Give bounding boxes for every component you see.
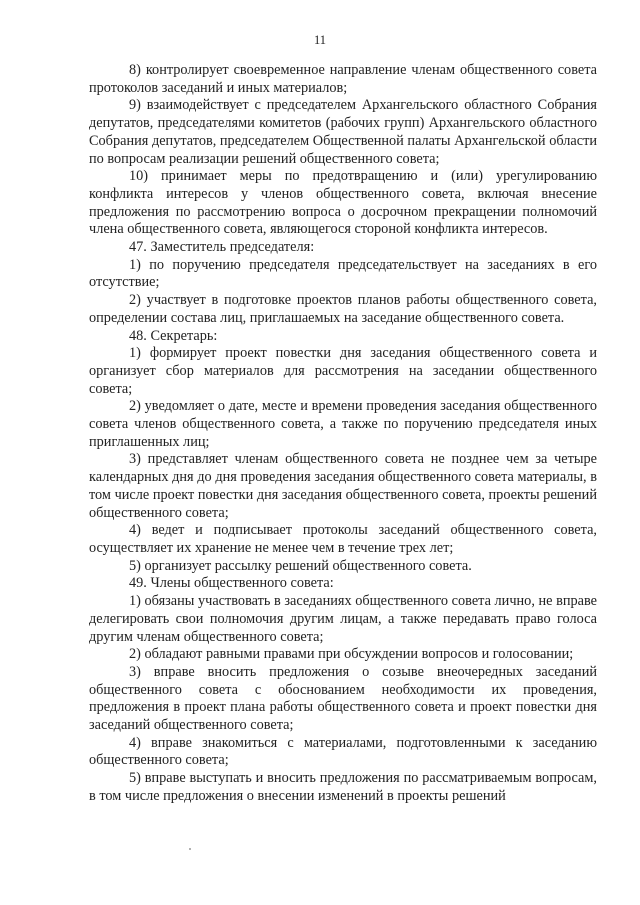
paragraph-48-2: 2) уведомляет о дате, месте и времени проведения заседания общественного совета членов общественного совета, а также по поручению председателя иных приглашенных лиц; bbox=[89, 398, 597, 450]
paragraph-48-1: 1) формирует проект повестки дня заседания общественного совета и организует сбор материалов для рассмотрения на заседании общественного совета; bbox=[89, 345, 597, 397]
page-number: 11 bbox=[313, 33, 327, 47]
section-47-heading: 47. Заместитель председателя: bbox=[129, 239, 315, 256]
paragraph-47-1: 1) по поручению председателя председательствует на заседаниях в его отсутствие; bbox=[89, 256, 597, 291]
section-48-heading: 48. Секретарь: bbox=[129, 327, 218, 344]
section-49-heading: 49. Члены общественного совета: bbox=[129, 575, 334, 592]
paragraph-49-4: 4) вправе знакомиться с материалами, подготовленными к заседанию общественного совета; bbox=[89, 734, 597, 769]
paragraph-49-5: 5) вправе выступать и вносить предложения по рассматриваемым вопросам, в том числе предложения о внесении изменений в проекты решений bbox=[89, 770, 597, 804]
paragraph-49-1: 1) обязаны участвовать в заседаниях общественного совета лично, не вправе делегировать свои полномочия другим лицам, а также передавать право голоса другим членам общественного совета; bbox=[89, 593, 597, 645]
paragraph-46-10: 10) принимает меры по предотвращению и (или) урегулированию конфликта интересов у членов общественного совета, включая внесение предложения по рассмотрению вопроса о досрочном прекращении полномочий члена общественного совета, являющегося стороной конфликта интересов. bbox=[89, 168, 597, 238]
paragraph-47-2: 2) участвует в подготовке проектов планов работы общественного совета, определении состава лиц, приглашаемых на заседание общественного совета. bbox=[89, 292, 597, 326]
paragraph-49-3: 3) вправе вносить предложения о созыве внеочередных заседаний общественного совета с обоснованием необходимости их проведения, предложения в проект плана работы общественного совета и проект повестки дня заседаний общественного совета; bbox=[89, 663, 597, 734]
scan-speck bbox=[189, 848, 191, 850]
paragraph-48-4: 4) ведет и подписывает протоколы заседаний общественного совета, осуществляет их хранение не менее чем в течение трех лет; bbox=[89, 522, 597, 556]
paragraph-46-9: 9) взаимодействует с председателем Архангельского областного Собрания депутатов, председателями комитетов (рабочих групп) Архангельского областного Собрания депутатов, председателем Общественной палаты Архангельской области по вопросам реализации решений общественного совета; bbox=[89, 97, 597, 167]
document-body bbox=[89, 62, 597, 806]
paragraph-46-8: 8) контролирует своевременное направление членам общественного совета протоколов заседаний и иных материалов; bbox=[89, 62, 597, 96]
paragraph-48-5: 5) организует рассылку решений общественного совета. bbox=[129, 557, 472, 574]
paragraph-49-2: 2) обладают равными правами при обсуждении вопросов и голосовании; bbox=[129, 646, 574, 663]
paragraph-48-3: 3) представляет членам общественного совета не позднее чем за четыре календарных дня до дня проведения заседания общественного совета материалы, в том числе проект повестки дня заседания общественного совета, проекты решений общественного совета; bbox=[89, 451, 597, 521]
